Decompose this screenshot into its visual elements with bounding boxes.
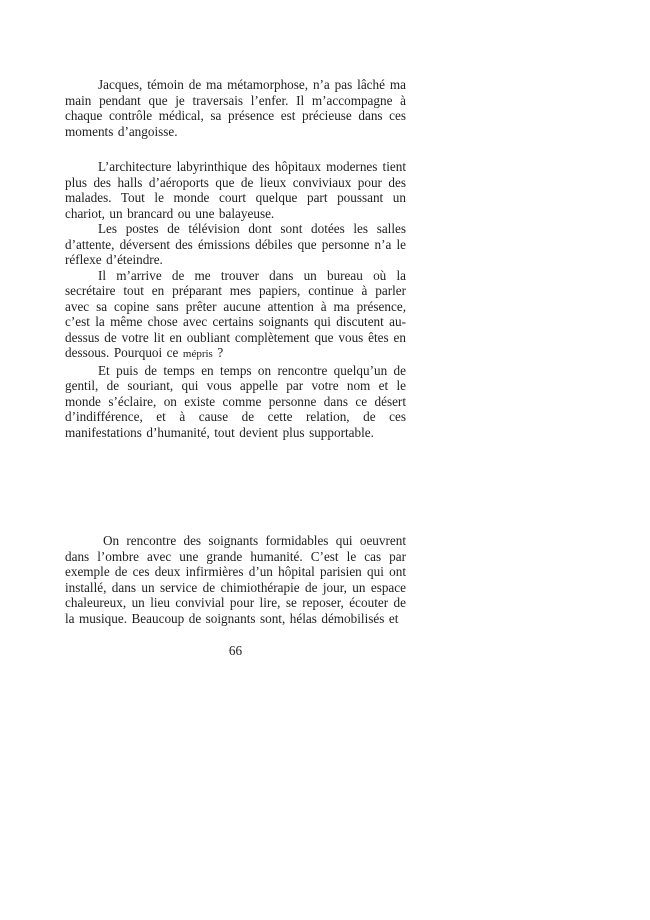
paragraph-television: Les postes de télévision dont sont dotées les salles d’attente, déversent des émissions débiles que personne n’a le réflexe d’éteindre.	[65, 221, 406, 267]
paragraph-rencontre: Et puis de temps en temps on rencontre quelqu’un de gentil, de souriant, qui vous appelle par votre nom et le monde s’éclaire, on existe comme personne dans ce désert d’indifférence, et à cause de cette relation, de ces manifestations d’humanité, tout devient plus supportable.	[65, 362, 406, 440]
paragraph-jacques: Jacques, témoin de ma métamorphose, n’a pas lâché ma main pendant que je traversais l’enfer. Il m’accompagne à chaque contrôle médical, sa présence est précieuse dans ces moments d’angoisse.	[65, 77, 406, 139]
paragraph-secretaire-tail: ?	[212, 345, 224, 360]
paragraph-secretaire-text: Il m’arrive de me trouver dans un bureau où la secrétaire tout en préparant mes papiers, continue à parler avec sa copine sans prêter aucune attention à ma présence, c’est la même chose avec certains soignants qui discutent au-dessus de votre lit en oubliant complètement que vous êtes en dessous. Pourquoi ce	[65, 267, 406, 360]
paragraph-secretaire	[65, 268, 406, 363]
paragraph-soignants: On rencontre des soignants formidables qui oeuvrent dans l’ombre avec une grande humanité. C’est le cas par exemple de ces deux infirmières d’un hôpital parisien qui ont installé, dans un service de chimiothérapie de jour, un espace chaleureux, un lieu convivial pour lire, se reposer, écouter de la musique. Beaucoup de soignants sont, hélas démobilisés et	[65, 533, 406, 626]
paragraph-architecture: L’architecture labyrinthique des hôpitaux modernes tient plus des halls d’aéroports que de lieux conviviaux pour des malades. Tout le monde court quelque part poussant un chariot, un brancard ou une balayeuse.	[65, 159, 406, 221]
paragraph-secretaire-small-word: mépris	[182, 348, 213, 360]
page-number: 66	[228, 643, 243, 658]
text-block	[65, 77, 406, 659]
